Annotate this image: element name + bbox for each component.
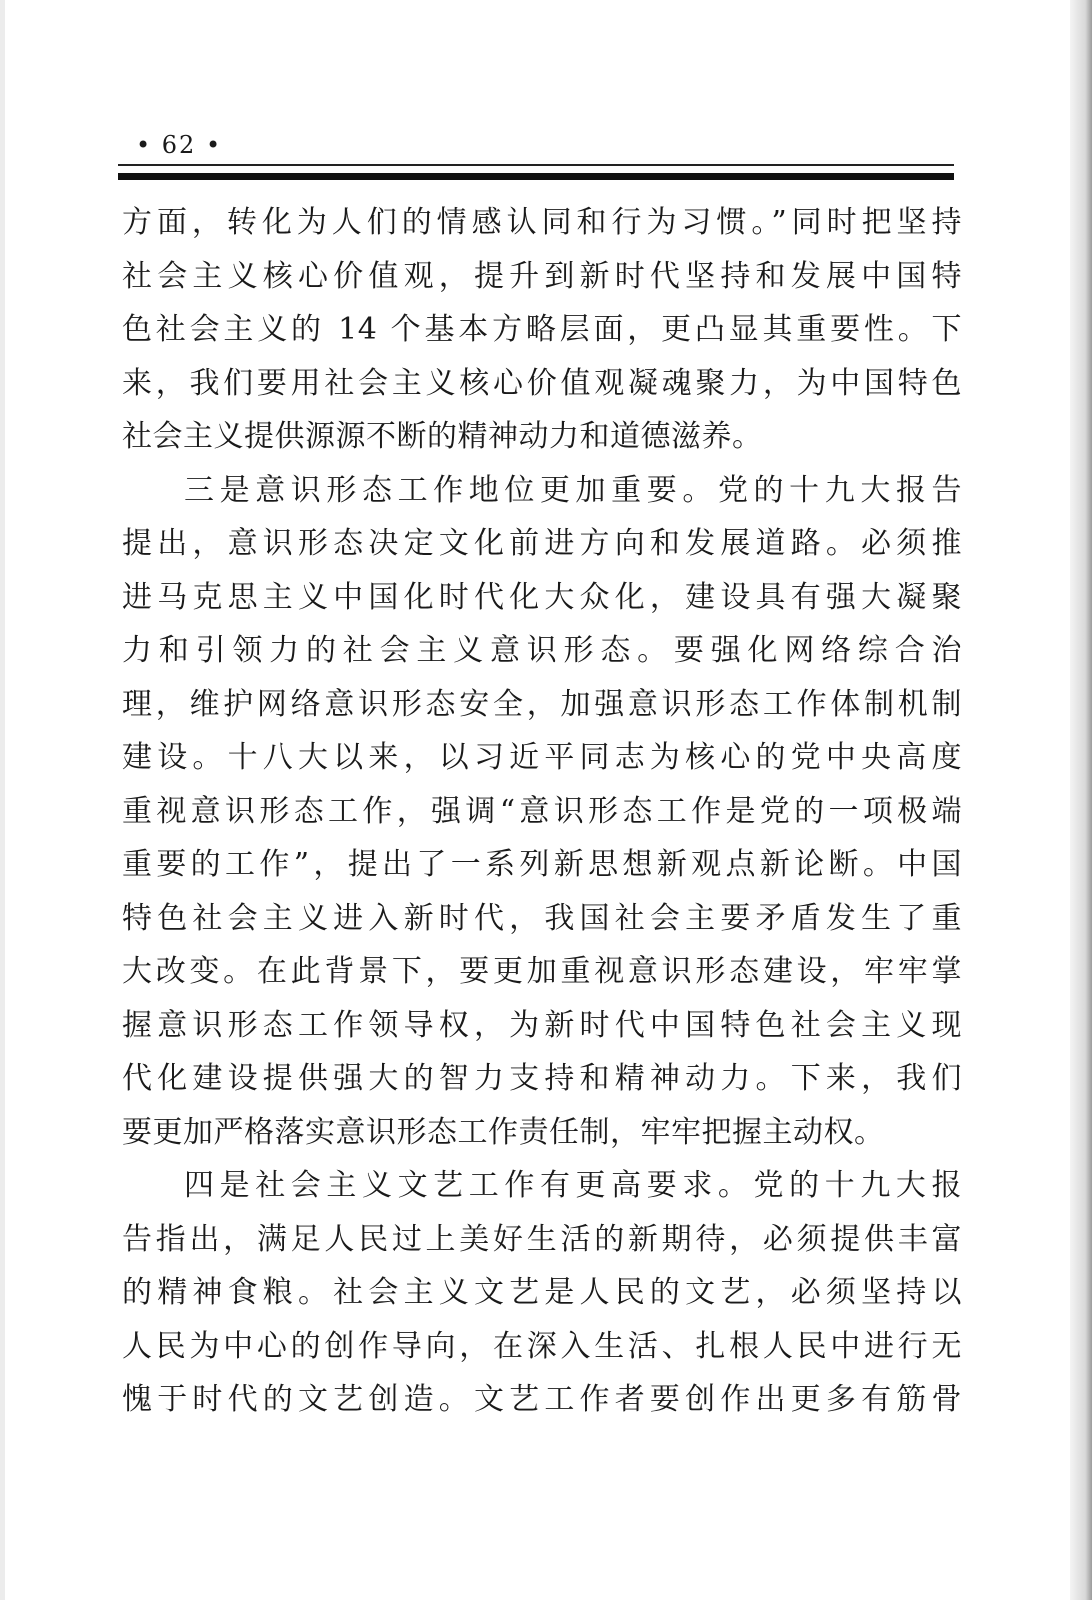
header-rule-thick [118,173,954,180]
paragraph-lead: 三是意识形态工作地位更加重要。 [184,472,718,508]
paragraph-lead: 四是社会主义文艺工作有更高要求。 [184,1168,754,1203]
text-line: 进马克思主义中国化时代化大众化，建设具有强大凝聚 [122,579,962,615]
text-line: 告指出，满足人民过上美好生活的新期待，必须提供丰富 [122,1221,962,1257]
header-rule-thin [118,164,954,166]
scan-edge-right [1070,0,1092,1600]
text-line: 理，维护网络意识形态安全，加强意识形态工作体制机制 [122,686,962,722]
text-line: 提出，意识形态决定文化前进方向和发展道路。必须推 [122,526,962,561]
text-line: 建设。十八大以来，以习近平同志为核心的党中央高度 [122,740,962,775]
text-line: 要更加严格落实意识形态工作责任制，牢牢把握主动权。 [122,1114,885,1150]
text-line: 色社会主义的 14 个基本方略层面，更凸显其重要性。下 [122,312,962,347]
paragraph-first-line [122,1159,962,1213]
text-line: 愧于时代的文艺创造。文艺工作者要创作出更多有筋骨 [122,1382,962,1417]
text-line: 社会主义提供源源不断的精神动力和道德滋养。 [122,419,763,454]
text-line: 大改变。在此背景下，要更加重视意识形态建设，牢牢掌 [122,954,962,989]
text-line: 特色社会主义进入新时代，我国社会主要矛盾发生了重 [122,900,962,936]
text-segment: 党的十九大报告 [717,472,963,508]
scan-edge-left [0,0,5,1600]
text-line: 人民为中心的创作导向，在深入生活、扎根人民中进行无 [122,1328,962,1364]
text-line: 方面，转化为人们的情感认同和行为习惯。”同时把坚持 [122,205,962,240]
body-text [122,196,962,1427]
text-line: 重视意识形态工作，强调“意识形态工作是党的一项极端 [122,793,962,829]
text-line: 来，我们要用社会主义核心价值观凝魂聚力，为中国特色 [122,365,962,401]
text-segment: 党的十九大报 [753,1168,963,1203]
paragraph-first-line [122,464,962,518]
text-line: 重要的工作”，提出了一系列新思想新观点新论断。中国 [122,847,962,882]
text-line: 握意识形态工作领导权，为新时代中国特色社会主义现 [122,1007,962,1043]
text-line: 的精神食粮。社会主义文艺是人民的文艺，必须坚持以 [122,1275,962,1310]
text-line: 力和引领力的社会主义意识形态。要强化网络综合治 [122,633,962,668]
text-line: 社会主义核心价值观，提升到新时代坚持和发展中国特 [122,258,962,294]
text-line: 代化建设提供强大的智力支持和精神动力。下来，我们 [122,1061,962,1096]
page-number: • 62 • [136,131,223,159]
